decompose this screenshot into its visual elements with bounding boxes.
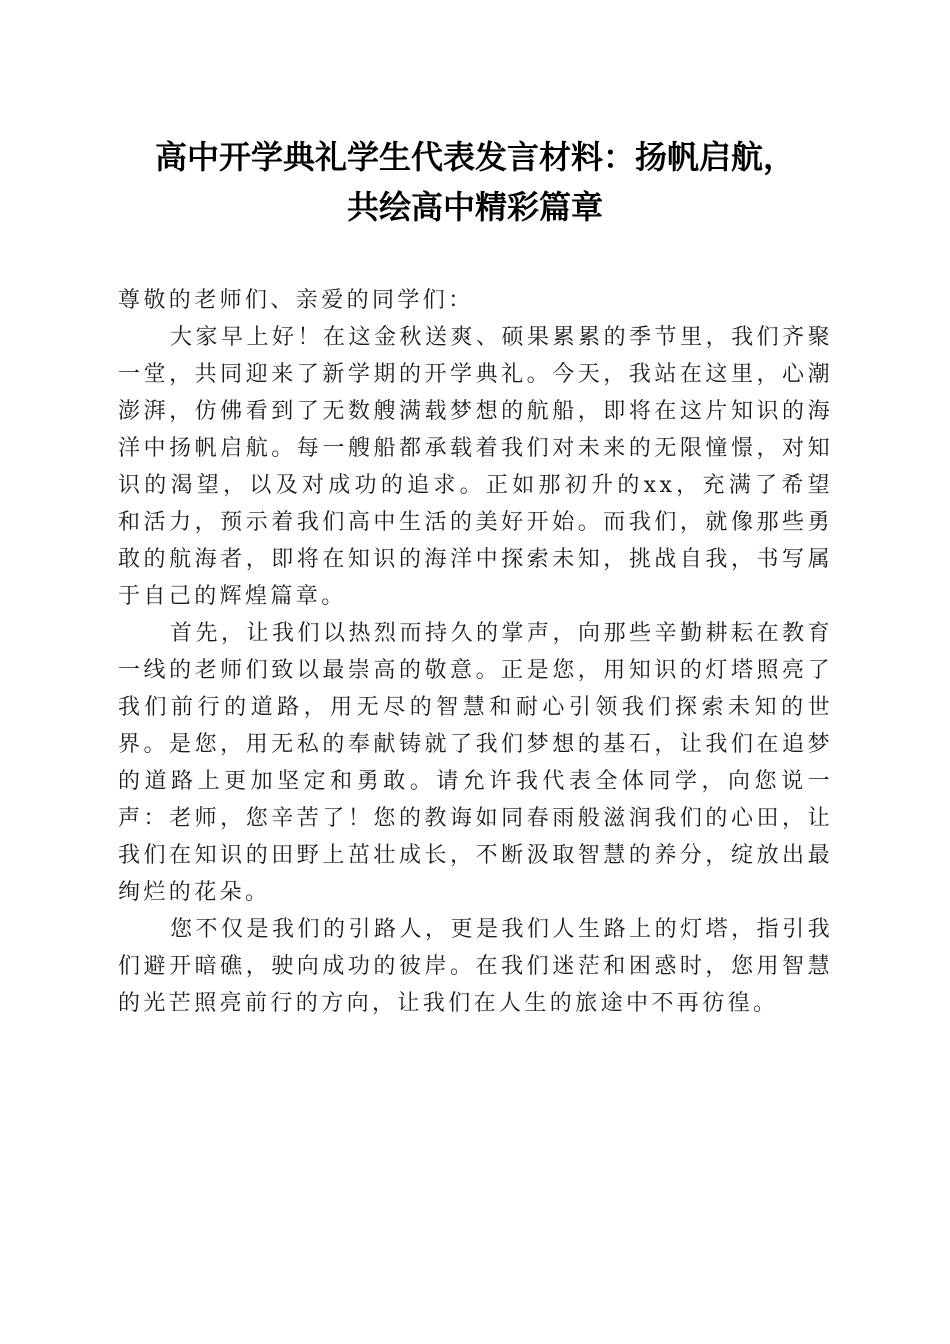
paragraph-1: 大家早上好！在这金秋送爽、硕果累累的季节里，我们齐聚一堂，共同迎来了新学期的开学典礼。今天，我站在这里，心潮澎湃，仿佛看到了无数艘满载梦想的航船，即将在这片知识的海洋中扬帆启航。每一艘船都承载着我们对未来的无限憧憬，对知识的渴望，以及对成功的追求。正如那初升的xx，充满了希望和活力，预示着我们高中生活的美好开始。而我们，就像那些勇敢的航海者，即将在知识的海洋中探索未知，挑战自我，书写属于自己的辉煌篇章。 (118, 325, 833, 609)
title-line-2: 共绘高中精彩篇章 (346, 188, 603, 226)
paragraph-2: 首先，让我们以热烈而持久的掌声，向那些辛勤耕耘在教育一线的老师们致以最崇高的敬意。正是您，用知识的灯塔照亮了我们前行的道路，用无尽的智慧和耐心引领我们探索未知的世界。是您，用无私的奉献铸就了我们梦想的基石，让我们在追梦的道路上更加坚定和勇敢。请允许我代表全体同学，向您说一声：老师，您辛苦了！您的教诲如同春雨般滋润我们的心田，让我们在知识的田野上茁壮成长，不断汲取智慧的养分，绽放出最绚烂的花朵。 (118, 621, 833, 905)
salutation: 尊敬的老师们、亲爱的同学们： (118, 288, 474, 313)
document-title (100, 132, 850, 232)
title-line-1: 高中开学典礼学生代表发言材料：扬帆启航， (154, 138, 795, 176)
paragraph-3: 您不仅是我们的引路人，更是我们人生路上的灯塔，指引我们避开暗礁，驶向成功的彼岸。在我们迷茫和困惑时，您用智慧的光芒照亮前行的方向，让我们在人生的旅途中不再彷徨。 (118, 917, 833, 1016)
document-body (118, 282, 833, 1022)
